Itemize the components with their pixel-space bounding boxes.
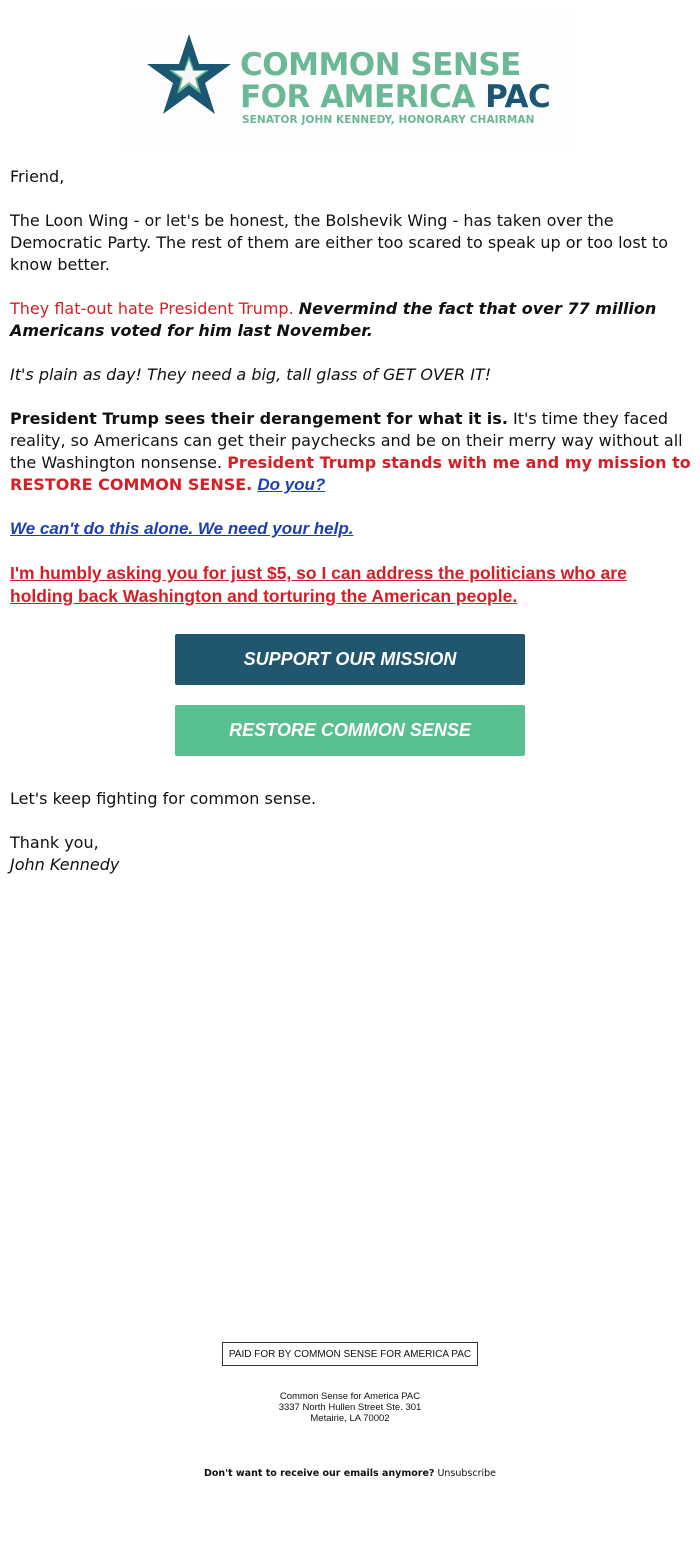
logo-line-2-pac: PAC [485,79,551,115]
address-street: 3337 North Hullen Street Ste. 301 [278,1402,422,1413]
logo-banner [126,14,574,146]
paragraph-3: It's plain as day! They need a big, tall glass of GET OVER IT! [10,365,492,384]
paragraph-5 [10,518,694,540]
do-you-link[interactable]: Do you? [257,475,326,494]
greeting: Friend, [10,167,65,186]
paragraph-2-italic: Nevermind the fact that over 77 million Americans voted for him last November. [10,299,657,340]
paragraph-4-red: President Trump stands with me and my mission to RESTORE COMMON SENSE. [10,453,691,494]
donate-5-link[interactable]: I'm humbly asking you for just $5, so I can address the politicians who are holding back Washington and torturing the American people. [10,563,627,606]
paid-for-disclaimer: PAID FOR BY COMMON SENSE FOR AMERICA PAC [222,1342,478,1366]
closing-line: Let's keep fighting for common sense. [10,789,317,808]
email-body [10,166,694,630]
address-city: Metairie, LA 70002 [310,1413,390,1424]
address-name: Common Sense for America PAC [279,1391,421,1402]
logo-tagline: SENATOR JOHN KENNEDY, HONORARY CHAIRMAN [242,114,535,126]
support-our-mission-button[interactable]: SUPPORT OUR MISSION [175,634,525,685]
logo-line-2 [240,80,550,114]
sign-off: Thank you, [10,833,99,852]
paragraph-4-bold: President Trump sees their derangement for what it is. [10,409,508,428]
paragraph-4-text: It's time they faced reality, so Americans can get their paychecks and be on their merry way without all the Washington nonsense. [10,409,683,472]
need-help-link[interactable]: We can't do this alone. We need your help. [10,519,354,538]
email-closing [10,788,694,876]
paragraph-1: The Loon Wing - or let's be honest, the Bolshevik Wing - has taken over the Democratic Party. The rest of them are either too scared to speak up or too lost to know better. [10,211,669,274]
star-icon [146,32,232,116]
footer-address [0,1391,700,1424]
unsubscribe-link[interactable]: Unsubscribe [437,1468,497,1479]
paragraph-4 [10,408,694,496]
paragraph-6 [10,562,694,608]
paragraph-2-red: They flat-out hate President Trump. [10,299,294,318]
unsubscribe-line [0,1468,700,1479]
unsubscribe-prompt: Don't want to receive our emails anymore? [203,1468,435,1479]
logo-line-2-green: FOR AMERICA [240,79,475,115]
restore-common-sense-button[interactable]: RESTORE COMMON SENSE [175,705,525,756]
signature: John Kennedy [10,855,120,874]
logo-line-1: COMMON SENSE [240,47,521,83]
paragraph-2 [10,298,694,342]
